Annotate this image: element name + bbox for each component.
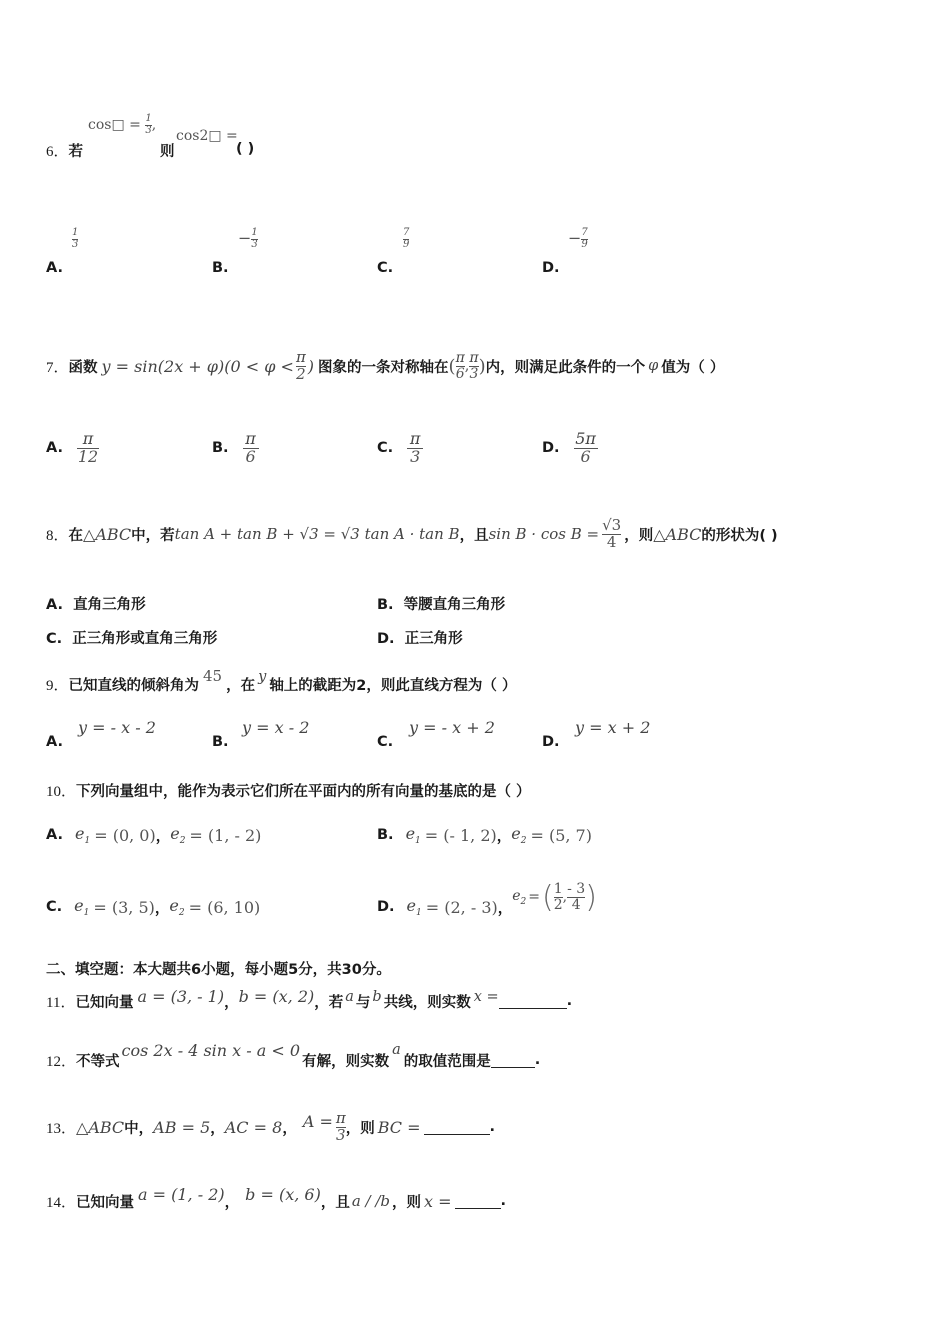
- section-2-heading: 二、填空题：本大题共6小题，每小题5分，共30分。: [46, 962, 391, 978]
- q6-option-d: D.: [542, 260, 560, 276]
- q6-option-a-value: $\frac{1}{3}$: [72, 227, 79, 250]
- fraction: $\frac{\pi}{3}$: [335, 1108, 346, 1144]
- question-10-stem: 10．下列向量组中，能作为表示它们所在平面内的所有向量的基底的是（ ）: [46, 784, 531, 800]
- question-number: 10．: [46, 784, 77, 800]
- q10-option-d: D. $e_1$ = (2, - 3) ， $e_2$ = ( $\frac{1}{2}$ , $\frac{- 3}{4}$ ): [377, 879, 597, 919]
- question-number: 6．: [46, 144, 69, 160]
- q6-option-d-value: − $\frac{7}{9}$: [568, 227, 588, 250]
- q9-option-a-value: y = - x - 2: [78, 718, 156, 737]
- answer-blank[interactable]: [424, 1120, 490, 1135]
- question-number: 13．: [46, 1120, 77, 1137]
- q9-option-c-value: y = - x + 2: [409, 718, 495, 737]
- question-6-stem: 6．若: [46, 144, 84, 160]
- question-12-stem: 12． 不等式 cos 2x - 4 sin x - a < 0 有解，则实数 a 的取值范围是 .: [46, 1040, 541, 1070]
- q8-option-a: A. 直角三角形: [46, 597, 146, 613]
- q9-option-d-value: y = x + 2: [575, 718, 651, 737]
- question-number: 14．: [46, 1194, 77, 1211]
- q6-option-b: B.: [212, 260, 229, 276]
- answer-blank[interactable]: [455, 1194, 501, 1209]
- q10-option-c: C. $e_1$ = (3, 5) ， $e_2$ = (6, 10): [46, 895, 261, 919]
- q9-option-c: C.: [377, 734, 394, 750]
- answer-blank[interactable]: [499, 994, 567, 1009]
- q8-equation: tan A + tan B + √3 = √3 tan A · tan B: [174, 525, 460, 543]
- fraction: $\frac{\pi}{3}$: [469, 349, 479, 382]
- q6-option-a: A.: [46, 260, 63, 276]
- question-number: 11．: [46, 994, 76, 1011]
- q6-condition: cos□ = $\frac{1}{3}$ ,: [88, 113, 157, 136]
- q6-option-b-value: − $\frac{1}{3}$: [238, 227, 258, 250]
- q7-option-c: C. $\frac{\pi}{3}$: [377, 426, 423, 470]
- question-number: 9．: [46, 678, 69, 694]
- question-11-stem: 11． 已知向量 a = (3, - 1) ， b = (x, 2) ，若 a 与 b 共线，则实数 x = .: [46, 986, 573, 1011]
- q10-option-b: B. $e_1$ = (- 1, 2) ， $e_2$ = (5, 7): [377, 823, 592, 847]
- fraction: $\frac{\pi}{2}$: [295, 347, 306, 383]
- q6-paren: ( ): [236, 141, 255, 157]
- question-8-stem: 8． 在 △ABC 中，若 tan A + tan B + √3 = √3 tan A · tan B ，且 sin B · cos B = $\frac{√3}{4}$ ，则 △ABC 的形状为( ): [46, 515, 778, 551]
- q6-ask: cos2□ =: [176, 128, 238, 144]
- answer-blank[interactable]: [491, 1053, 535, 1068]
- q10-option-a: A. $e_1$ = (0, 0) ， $e_2$ = (1, - 2): [46, 823, 262, 847]
- q8-option-b: B. 等腰直角三角形: [377, 597, 506, 613]
- question-13-stem: 13． △ABC 中， AB = 5 ， AC = 8 ， A = $\frac{\pi}{3}$ ，则 BC = .: [46, 1108, 496, 1144]
- q7-option-d: D. $\frac{5\pi}{6}$: [542, 428, 596, 466]
- fraction: $\frac{1}{3}$: [145, 113, 152, 136]
- question-number: 12．: [46, 1053, 77, 1070]
- q7-option-b: B. $\frac{\pi}{6}$: [212, 426, 259, 470]
- question-number: 8．: [46, 527, 69, 544]
- q8-option-d: D. 正三角形: [377, 631, 463, 647]
- q7-option-a: A. $\frac{\pi}{12}$: [46, 428, 99, 466]
- fraction: $\frac{√3}{4}$: [602, 515, 622, 551]
- q7-function: y = sin(2x + φ)(0 < φ <: [101, 356, 294, 376]
- q8-option-c: C. 正三角形或直角三角形: [46, 631, 218, 647]
- q6-option-c: C.: [377, 260, 394, 276]
- question-7-stem: 7． 函数 y = sin(2x + φ)(0 < φ < $\frac{\pi}{2}$ ) 图象的一条对称轴在 ( $\frac{\pi}{6}$ , $\frac{\pi}{3}$ ) 内，则满足此条件的一个 φ 值为（ ）: [46, 347, 725, 383]
- q6-option-c-value: $\frac{7}{9}$: [403, 227, 410, 250]
- q9-option-a: A.: [46, 734, 63, 750]
- q6-then: 则: [160, 144, 175, 160]
- question-14-stem: 14． 已知向量 a = (1, - 2) ， b = (x, 6) ，且 a / /b ，则 x = .: [46, 1184, 507, 1211]
- question-9-stem: 9．已知直线的倾斜角为45，在y轴上的截距为2，则此直线方程为（ ）: [46, 667, 517, 694]
- fraction: $\frac{\pi}{6}$: [455, 349, 465, 382]
- q9-option-b-value: y = x - 2: [242, 718, 310, 737]
- q9-option-d: D.: [542, 734, 560, 750]
- q9-option-b: B.: [212, 734, 229, 750]
- question-number: 7．: [46, 359, 69, 376]
